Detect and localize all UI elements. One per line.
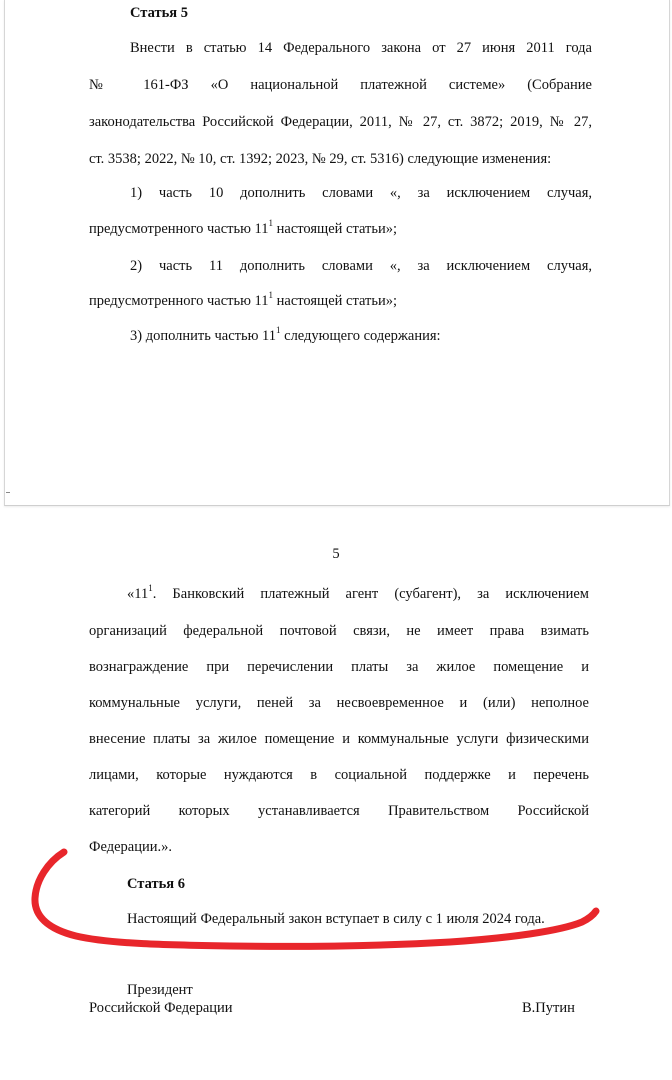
paragraph-11-1-line-3: вознаграждение при перечислении платы за жилое помещение и xyxy=(89,659,589,675)
page-number: 5 xyxy=(332,546,340,562)
item-1-line-2: предусмотренного частью $11^1$ настоящей статьи»; xyxy=(89,218,398,237)
article-5-intro-line-4: ст. 3538; 2022, № 10, ст. 1392; 2023, № 29, ст. 5316) следующие изменения: xyxy=(89,151,552,167)
signature-name: В.Путин xyxy=(522,1000,575,1016)
item-2-line-2: предусмотренного частью $11^1$ настоящей статьи»; xyxy=(89,290,398,309)
paragraph-11-1-line-5: внесение платы за жилое помещение и коммунальные услуги физическими xyxy=(89,731,589,747)
paragraph-11-1-line-2: организаций федеральной почтовой связи, не имеет права взимать xyxy=(89,623,589,639)
signature-title-line-1: Президент xyxy=(127,982,193,998)
page-edge-mark xyxy=(6,492,10,493)
paragraph-11-1-line-7: категорий которых устанавливается Правительством Российской xyxy=(89,803,589,819)
article-6-text: Настоящий Федеральный закон вступает в силу с 1 июля 2024 года. xyxy=(127,911,545,927)
paragraph-11-1-line-6: лицами, которые нуждаются в социальной поддержке и перечень xyxy=(89,767,589,783)
article-6-heading: Статья 6 xyxy=(127,876,185,892)
article-5-heading: Статья 5 xyxy=(130,5,188,21)
paragraph-11-1-line-1: «$11^1$. Банковский платежный агент (субагент), за исключением xyxy=(127,583,589,602)
paragraph-11-1-line-4: коммунальные услуги, пеней за несвоевременное и (или) неполное xyxy=(89,695,589,711)
article-5-intro-line-3: законодательства Российской Федерации, 2011, № 27, ст. 3872; 2019, № 27, xyxy=(89,114,592,130)
item-2-line-1: 2) часть 11 дополнить словами «, за исключением случая, xyxy=(130,258,592,274)
item-1-line-1: 1) часть 10 дополнить словами «, за исключением случая, xyxy=(130,185,592,201)
item-3-line: 3) дополнить частью $11^1$ следующего содержания: xyxy=(130,325,441,344)
article-5-intro-line-1: Внести в статью 14 Федерального закона от 27 июня 2011 года xyxy=(130,40,592,56)
paragraph-11-1-line-8: Федерации.». xyxy=(89,839,172,855)
article-5-intro-line-2: № 161-ФЗ «О национальной платежной системе» (Собрание xyxy=(89,77,592,93)
signature-title-line-2: Российской Федерации xyxy=(89,1000,233,1016)
